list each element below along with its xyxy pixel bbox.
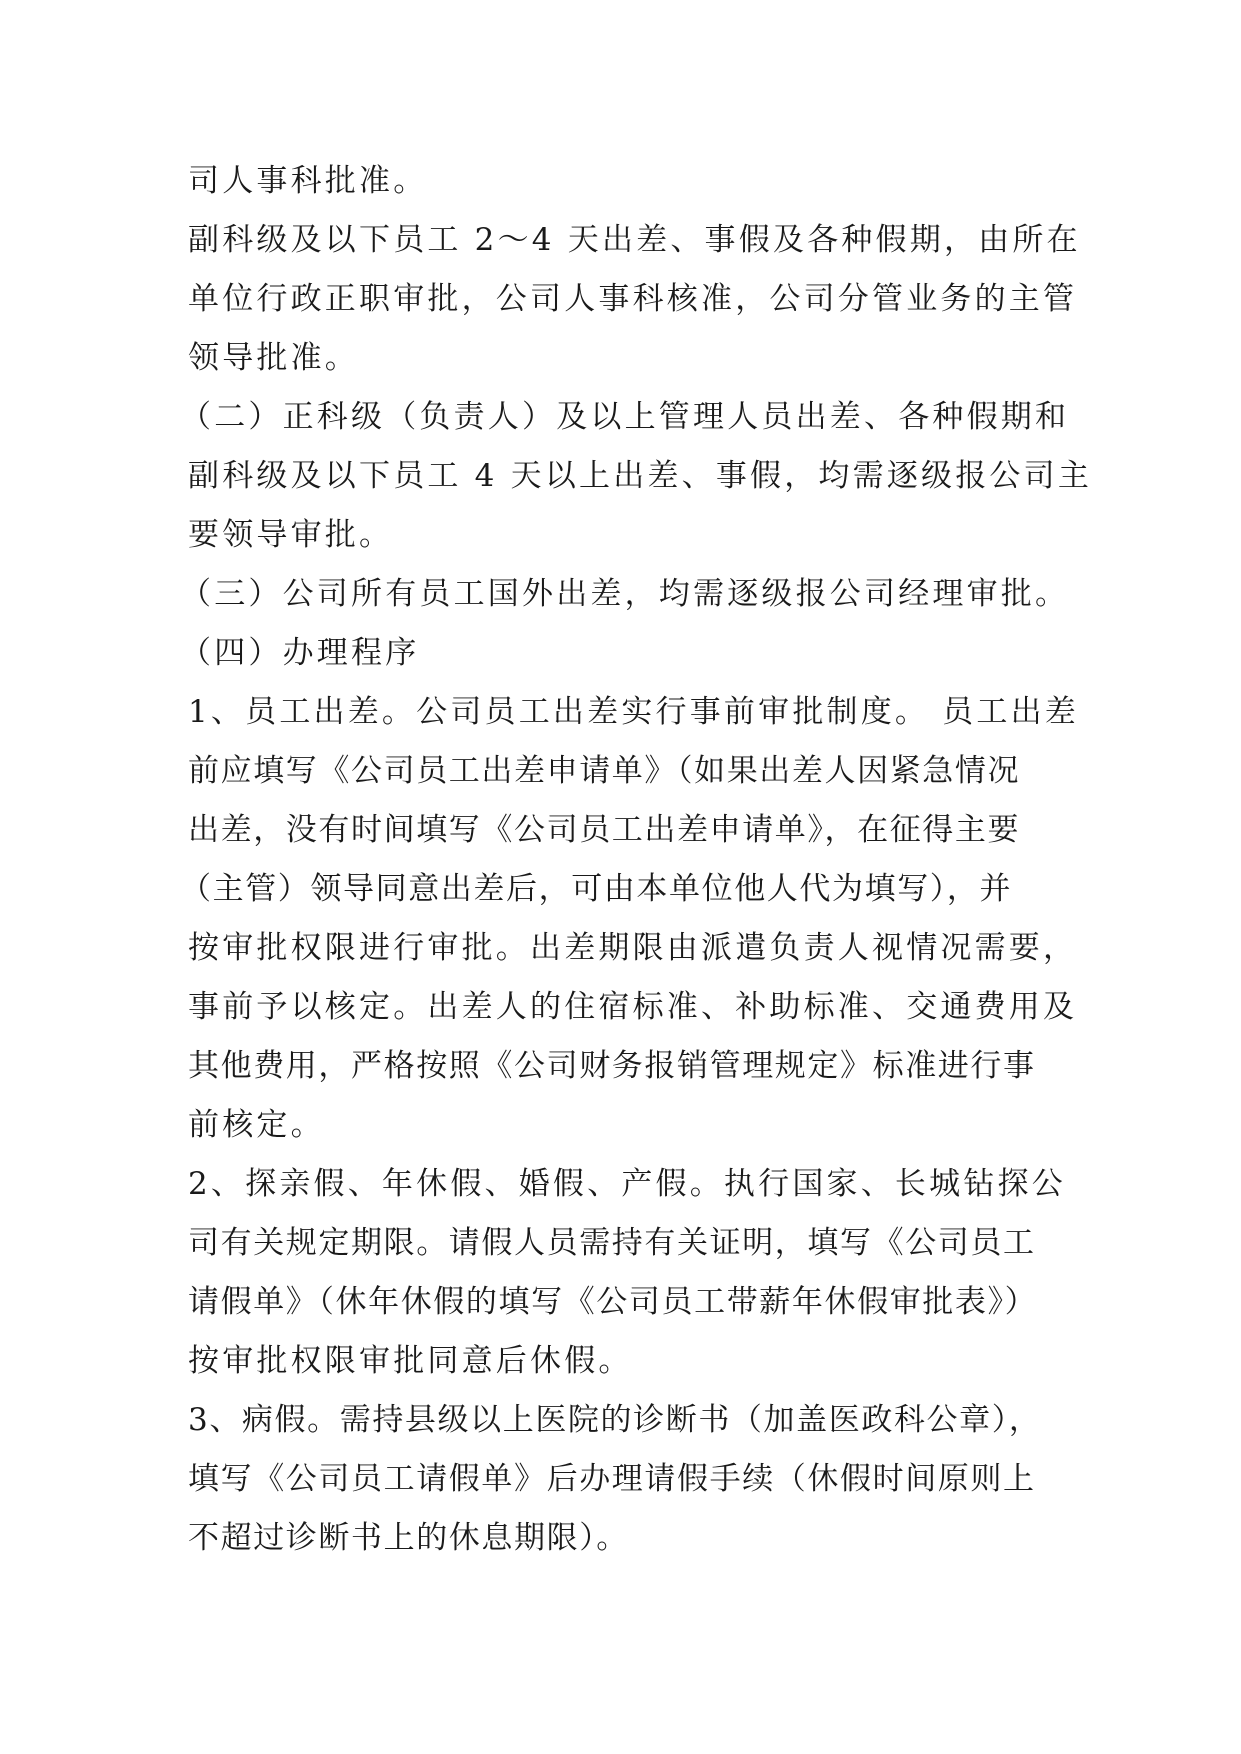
text-line: 单位行政正职审批，公司人事科核准，公司分管业务的主管 <box>188 281 1078 317</box>
text-line: 按审批权限审批同意后休假。 <box>188 1343 633 1379</box>
text-line: 要领导审批。 <box>188 517 394 553</box>
text-line: 出差，没有时间填写《公司员工出差申请单》，在征得主要 <box>188 812 1021 848</box>
text-line: 按审批权限进行审批。出差期限由派遣负责人视情况需要， <box>188 930 1078 966</box>
text-line: 副科级及以下员工 2～4 天出差、事假及各种假期，由所在 <box>188 222 1081 258</box>
body-text <box>180 152 1093 1568</box>
text-line: 2、探亲假、年休假、婚假、产假。执行国家、长城钻探公 <box>188 1166 1066 1202</box>
text-line: 副科级及以下员工 4 天以上出差、事假，均需逐级报公司主 <box>188 458 1093 494</box>
text-line: （三）公司所有员工国外出差，均需逐级报公司经理审批。 <box>180 576 1070 612</box>
text-line: 司人事科批准。 <box>188 163 428 199</box>
text-line: 司有关规定期限。请假人员需持有关证明，填写《公司员工 <box>188 1225 1036 1261</box>
text-line: 其他费用，严格按照《公司财务报销管理规定》标准进行事 <box>188 1048 1036 1084</box>
text-line: 填写《公司员工请假单》后办理请假手续（休假时间原则上 <box>188 1461 1036 1497</box>
text-line: 前应填写《公司员工出差申请单》（如果出差人因紧急情况 <box>188 753 1021 789</box>
text-line: （二）正科级（负责人）及以上管理人员出差、各种假期和 <box>180 399 1070 435</box>
text-line: 事前予以核定。出差人的住宿标准、补助标准、交通费用及 <box>188 989 1078 1025</box>
text-line: 1、员工出差。公司员工出差实行事前审批制度。 员工出差 <box>188 694 1079 730</box>
text-line: 前核定。 <box>188 1107 325 1143</box>
text-line: （四）办理程序 <box>180 635 420 671</box>
text-line: 领导批准。 <box>188 340 359 376</box>
text-line: （主管）领导同意出差后，可由本单位他人代为填写），并 <box>180 871 1013 907</box>
text-line: 不超过诊断书上的休息期限）。 <box>188 1520 629 1556</box>
text-line: 请假单》（休年休假的填写《公司员工带薪年休假审批表》） <box>188 1284 1038 1320</box>
text-line: 3、病假。需持县级以上医院的诊断书（加盖医政科公章）， <box>188 1402 1042 1438</box>
